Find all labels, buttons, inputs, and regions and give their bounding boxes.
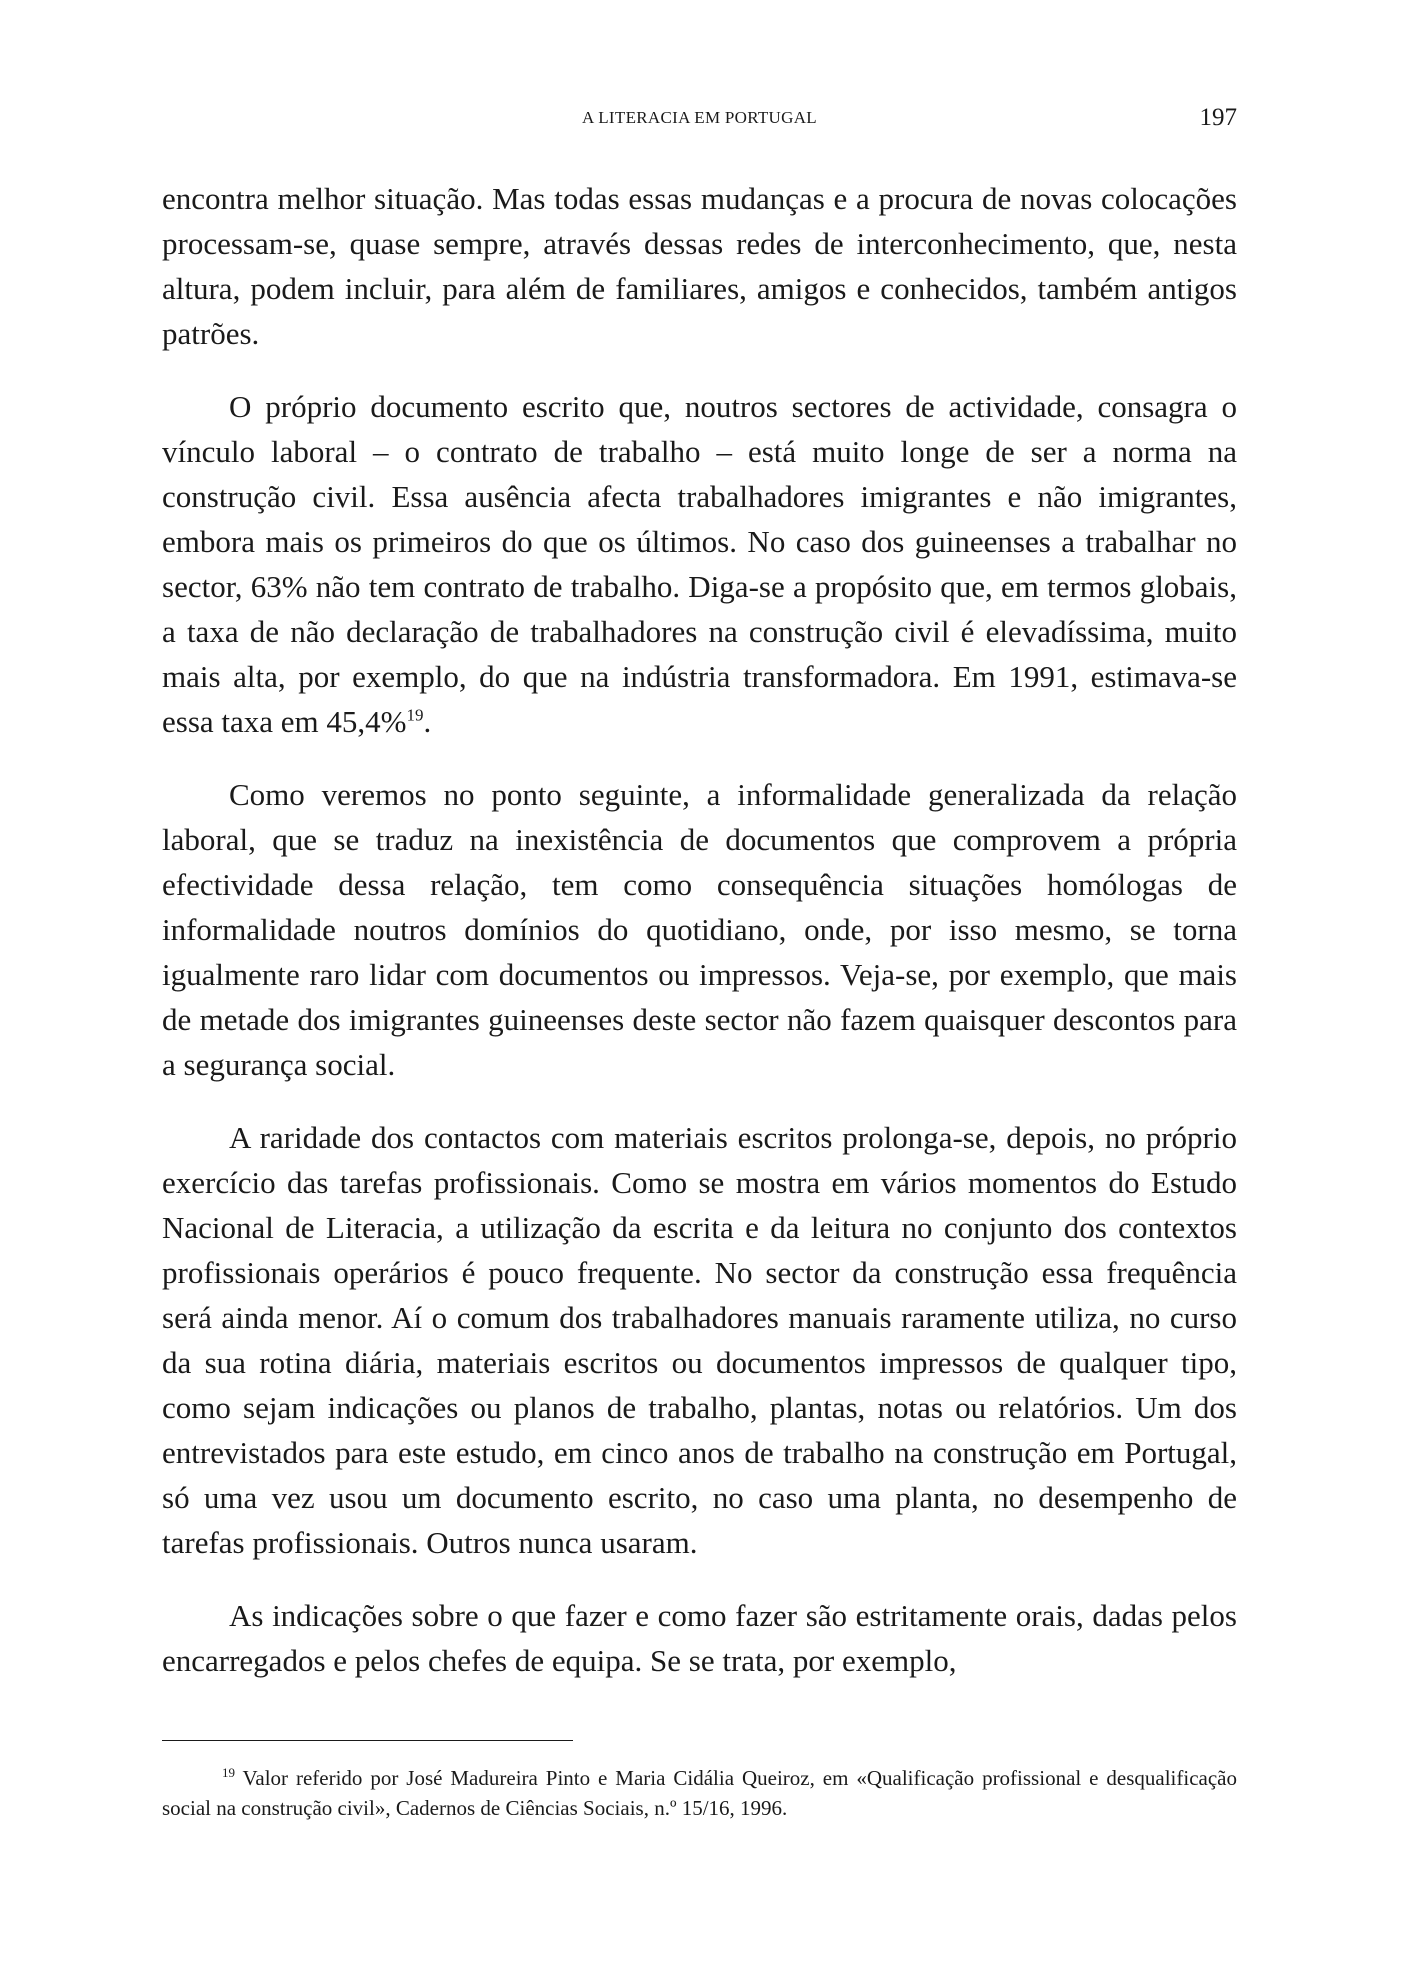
paragraph-1-text: encontra melhor situação. Mas todas essas mudanças e a procura de novas colocações processam-se, quase sempre, através dessas redes de interconhecimento, que, nesta altura, podem incluir, para além de familiares, amigos e conhecidos, também antigos patrões.	[162, 181, 1237, 351]
footnote-rule	[162, 1740, 573, 1741]
running-title: A LITERACIA EM PORTUGAL	[582, 108, 817, 127]
paragraph-2-text: O próprio documento escrito que, noutros sectores de actividade, consagra o vínculo laboral – o contrato de trabalho – está muito longe de ser a norma na construção civil. Essa ausência afecta trabalhadores imigrantes e não imigrantes, embora mais os primeiros do que os últimos. No caso dos guineenses a trabalhar no sector, 63% não tem contrato de trabalho. Diga-se a propósito que, em termos globais, a taxa de não declaração de trabalhadores na construção civil é elevadíssima, muito mais alta, por exemplo, do que na indústria transformadora. Em 1991, estimava-se essa taxa em 45,4%	[162, 389, 1237, 739]
page-number: 197	[1199, 104, 1237, 131]
footnote-reference: 19	[406, 705, 424, 725]
paragraph-3-text: Como veremos no ponto seguinte, a informalidade generalizada da relação laboral, que se traduz na inexistência de documentos que comprovem a própria efectividade dessa relação, tem como consequência situações homólogas de informalidade noutros domínios do quotidiano, onde, por isso mesmo, se torna igualmente raro lidar com documentos ou impressos. Veja-se, por exemplo, que mais de metade dos imigrantes guineenses deste sector não fazem quaisquer descontos para a segurança social.	[162, 777, 1237, 1082]
paragraph-3	[162, 772, 1237, 1087]
paragraph-4-text: A raridade dos contactos com materiais escritos prolonga-se, depois, no próprio exercício das tarefas profissionais. Como se mostra em vários momentos do Estudo Nacional de Literacia, a utilização da escrita e da leitura no conjunto dos contextos profissionais operários é pouco frequente. No sector da construção essa frequência será ainda menor. Aí o comum dos trabalhadores manuais raramente utiliza, no curso da sua rotina diária, materiais escritos ou documentos impressos de qualquer tipo, como sejam indicações ou planos de trabalho, plantas, notas ou relatórios. Um dos entrevistados para este estudo, em cinco anos de trabalho na construção em Portugal, só uma vez usou um documento escrito, no caso uma planta, no desempenho de tarefas profissionais. Outros nunca usaram.	[162, 1120, 1237, 1560]
paragraph-2-end: .	[423, 704, 432, 739]
footnote-text: Valor referido por José Madureira Pinto e Maria Cidália Queiroz, em «Qualificação profissional e desqualificação social na construção civil», Cadernos de Ciências Sociais, n.º 15/16, 1996.	[162, 1766, 1237, 1820]
paragraph-5-text: As indicações sobre o que fazer e como fazer são estritamente orais, dadas pelos encarregados e pelos chefes de equipa. Se se trata, por exemplo,	[162, 1598, 1237, 1678]
paragraph-5	[162, 1593, 1237, 1683]
footnote	[162, 1763, 1237, 1823]
paragraph-1	[162, 176, 1237, 356]
footnote-number: 19	[222, 1765, 235, 1780]
body-text	[162, 176, 1237, 1711]
paragraph-2	[162, 384, 1237, 744]
running-head	[162, 104, 1237, 134]
paragraph-4	[162, 1115, 1237, 1565]
